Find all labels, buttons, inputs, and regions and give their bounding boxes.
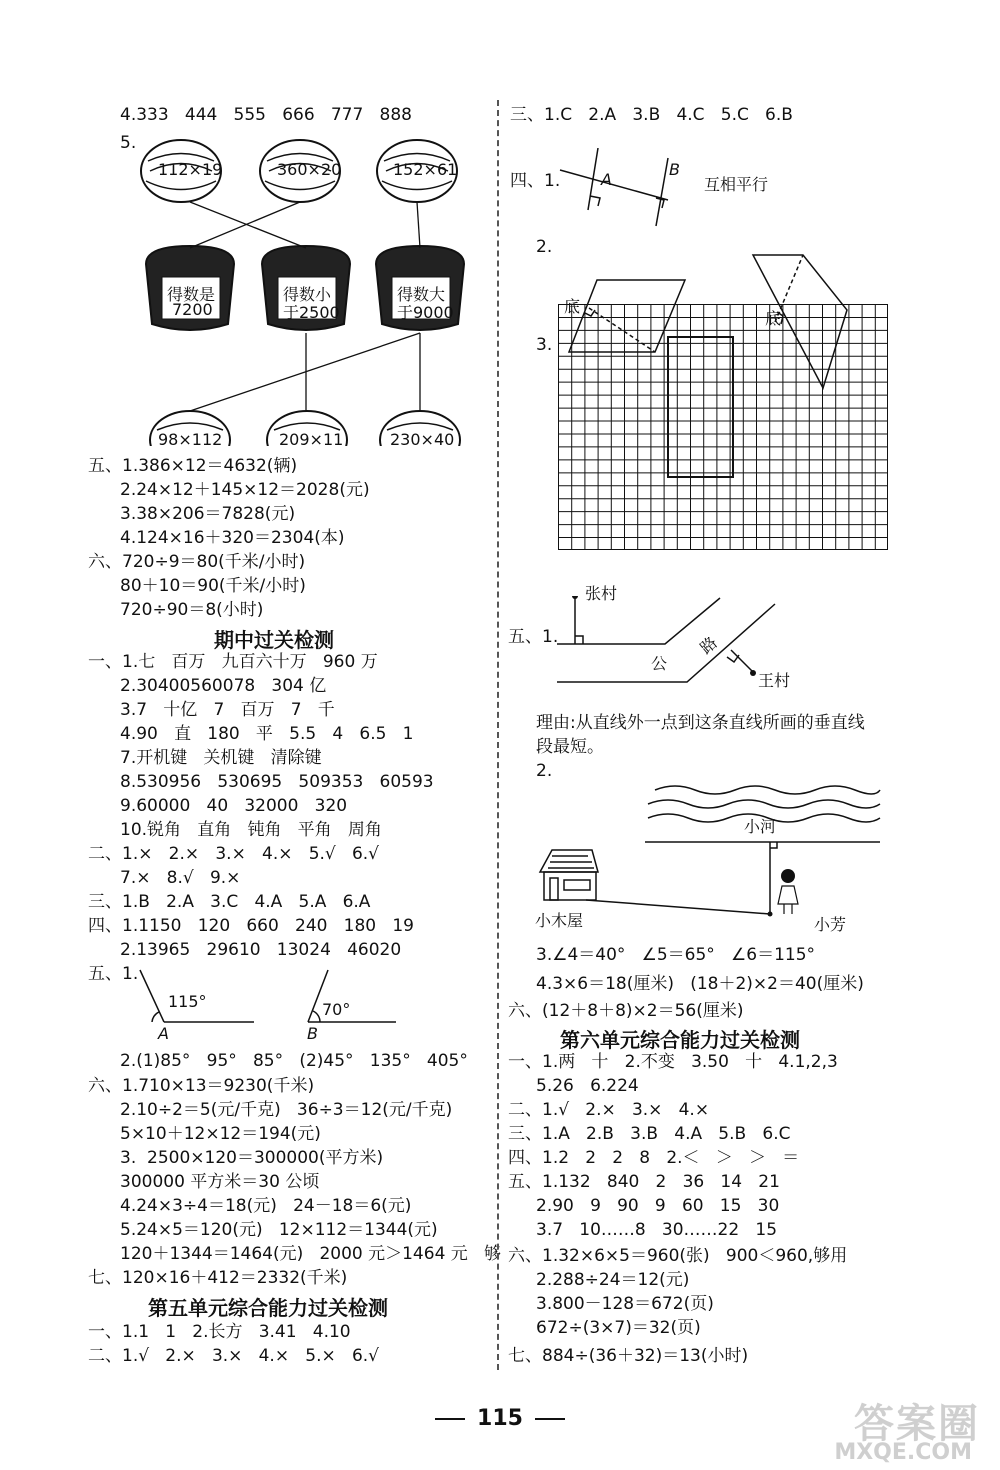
answer-line: 2. — [536, 761, 553, 781]
answer-line: 7.开机键 关机键 清除键 — [120, 748, 322, 768]
answer-line: 二、1.× 2.× 3.× 4.× 5.√ 6.√ — [88, 844, 380, 864]
answer-line: 五、1. — [88, 964, 139, 984]
answer-line: 2.10÷2＝5(元/千克) 36÷3＝12(元/千克) — [120, 1100, 453, 1120]
answer-line: 3.38×206＝7828(元) — [120, 504, 296, 524]
answer-line: 六、720÷9＝80(千米/小时) — [88, 552, 306, 572]
answer-line: 2.(1)85° 95° 85° (2)45° 135° 405° — [120, 1051, 468, 1071]
answer-line: 一、1.两 十 2.不变 3.50 十 4.1,2,3 — [508, 1052, 838, 1072]
answer-line: 四、1.2 2 2 8 2.＜ ＞ ＞ ＝ — [508, 1148, 800, 1168]
answer-line: 4.333 444 555 666 777 888 — [120, 105, 412, 125]
answer-line: 9.60000 40 32000 320 — [120, 796, 348, 816]
point-label: B — [669, 160, 680, 179]
page-number: 115 — [0, 1406, 1000, 1431]
melon-label: 98×112 — [158, 430, 223, 449]
answer-line: 二、1.√ 2.× 3.× 4.× — [508, 1100, 710, 1120]
answer-line: 3.∠4＝40° ∠5＝65° ∠6＝115° — [536, 945, 816, 965]
answer-line: 理由:从直线外一点到这条直线所画的垂直线 — [536, 713, 865, 733]
answer-line: 2.30400560078 304 亿 — [120, 676, 327, 696]
answer-line: 2.13965 29610 13024 46020 — [120, 940, 402, 960]
watermark-logo: 答案圈 — [854, 1401, 980, 1447]
base-label: 底 — [765, 309, 782, 328]
parallel-figure — [558, 148, 678, 228]
answer-line: 五、1.386×12＝4632(辆) — [88, 456, 298, 476]
answer-line: 3.7 十亿 7 百万 7 千 — [120, 700, 335, 720]
pot-label: 得数小 — [283, 285, 332, 304]
angle-label: 70° — [322, 1000, 351, 1019]
answer-line: 80＋10＝90(千米/小时) — [120, 576, 306, 596]
answer-line: 8.530956 530695 509353 60593 — [120, 772, 434, 792]
answer-line: 5×10＋12×12＝194(元) — [120, 1124, 321, 1144]
section-heading: 第六单元综合能力过关检测 — [560, 1028, 800, 1052]
answer-line: 10.锐角 直角 钝角 平角 周角 — [120, 820, 382, 840]
answer-line: 7.× 8.√ 9.× — [120, 868, 241, 888]
section-heading: 期中过关检测 — [214, 628, 334, 652]
answer-line: 5. — [120, 133, 137, 153]
pot-label: 于2500 — [283, 303, 340, 322]
answer-line: 三、1.A 2.B 3.B 4.A 5.B 6.C — [508, 1124, 791, 1144]
answer-line: 五、1. — [508, 627, 559, 647]
melon-label: 209×11 — [279, 430, 344, 449]
answer-line: 2.90 9 90 9 60 15 30 — [536, 1196, 780, 1216]
answer-line: 3. — [536, 335, 553, 355]
answer-line: 二、1.√ 2.× 3.× 4.× 5.× 6.√ — [88, 1346, 380, 1366]
figure-note: 互相平行 — [704, 175, 769, 194]
answer-line: 5.26 6.224 — [536, 1076, 639, 1096]
answer-line: 720÷90＝8(小时) — [120, 600, 264, 620]
answer-line: 七、884÷(36＋32)＝13(小时) — [508, 1346, 749, 1366]
answer-line: 3.7 10……8 30……22 15 — [536, 1220, 778, 1240]
answer-line: 一、1.七 百万 九百六十万 960 万 — [88, 652, 378, 672]
point-label: B — [307, 1024, 318, 1043]
answer-line: 300000 平方米＝30 公顷 — [120, 1172, 320, 1192]
melon-label: 152×61 — [393, 160, 458, 179]
pot-label: 于9000 — [397, 303, 454, 322]
angle-label: 115° — [168, 992, 207, 1011]
point-label: A — [158, 1024, 169, 1043]
square-grid — [558, 304, 888, 550]
answer-line: 段最短。 — [536, 737, 604, 757]
answer-line: 4.3×6＝18(厘米) (18＋2)×2＝40(厘米) — [536, 974, 864, 994]
answer-line: 六、1.32×6×5＝960(张) 900＜960,够用 — [508, 1246, 848, 1266]
river-figure — [530, 776, 890, 926]
answer-line: 四、1.1150 120 660 240 180 19 — [88, 916, 414, 936]
point-label: A — [601, 170, 612, 189]
answer-line: 3. 2500×120＝300000(平方米) — [120, 1148, 384, 1168]
answer-line: 672÷(3×7)＝32(页) — [536, 1318, 701, 1338]
place-label: 王村 — [758, 671, 791, 690]
section-heading: 第五单元综合能力过关检测 — [148, 1296, 388, 1320]
melon-label: 112×19 — [158, 160, 223, 179]
melon-label: 230×40 — [390, 430, 455, 449]
answer-line: 六、(12＋8＋8)×2＝56(厘米) — [508, 1001, 744, 1021]
watermark-url: MXQE.COM — [834, 1440, 972, 1465]
answer-line: 2.288÷24＝12(元) — [536, 1270, 690, 1290]
answer-line: 4.90 直 180 平 5.5 4 6.5 1 — [120, 724, 414, 744]
column-divider — [497, 100, 499, 1370]
place-label: 小芳 — [814, 915, 847, 934]
answer-line: 六、1.710×13＝9230(千米) — [88, 1076, 315, 1096]
place-label: 小木屋 — [535, 911, 584, 930]
pot-label: 7200 — [172, 300, 213, 319]
answer-line: 3.800－128＝672(页) — [536, 1294, 714, 1314]
road-label: 路 — [696, 632, 721, 658]
base-label: 底 — [564, 297, 581, 316]
place-label: 张村 — [585, 584, 618, 603]
answer-line: 三、1.C 2.A 3.B 4.C 5.C 6.B — [510, 105, 793, 125]
answer-line: 5.24×5＝120(元) 12×112＝1344(元) — [120, 1220, 438, 1240]
answer-line: 五、1.132 840 2 36 14 21 — [508, 1172, 780, 1192]
pot-label: 得数是 — [167, 285, 216, 304]
pot-label: 得数大 — [397, 285, 446, 304]
melon-label: 360×20 — [277, 160, 342, 179]
road-label: 公 — [651, 654, 668, 673]
answer-line: 4.24×3÷4＝18(元) 24－18＝6(元) — [120, 1196, 412, 1216]
answer-line: 四、1. — [510, 171, 561, 191]
answer-line: 一、1.1 1 2.长方 3.41 4.10 — [88, 1322, 351, 1342]
answer-line: 三、1.B 2.A 3.C 4.A 5.A 6.A — [88, 892, 371, 912]
answer-line: 4.124×16＋320＝2304(本) — [120, 528, 345, 548]
answer-line: 2.24×12＋145×12＝2028(元) — [120, 480, 370, 500]
answer-line: 120＋1344＝1464(元) 2000 元＞1464 元 够 — [120, 1244, 501, 1264]
river-label: 小河 — [744, 817, 777, 836]
answer-line: 七、120×16＋412＝2332(千米) — [88, 1268, 348, 1288]
answer-line: 2. — [536, 237, 553, 257]
